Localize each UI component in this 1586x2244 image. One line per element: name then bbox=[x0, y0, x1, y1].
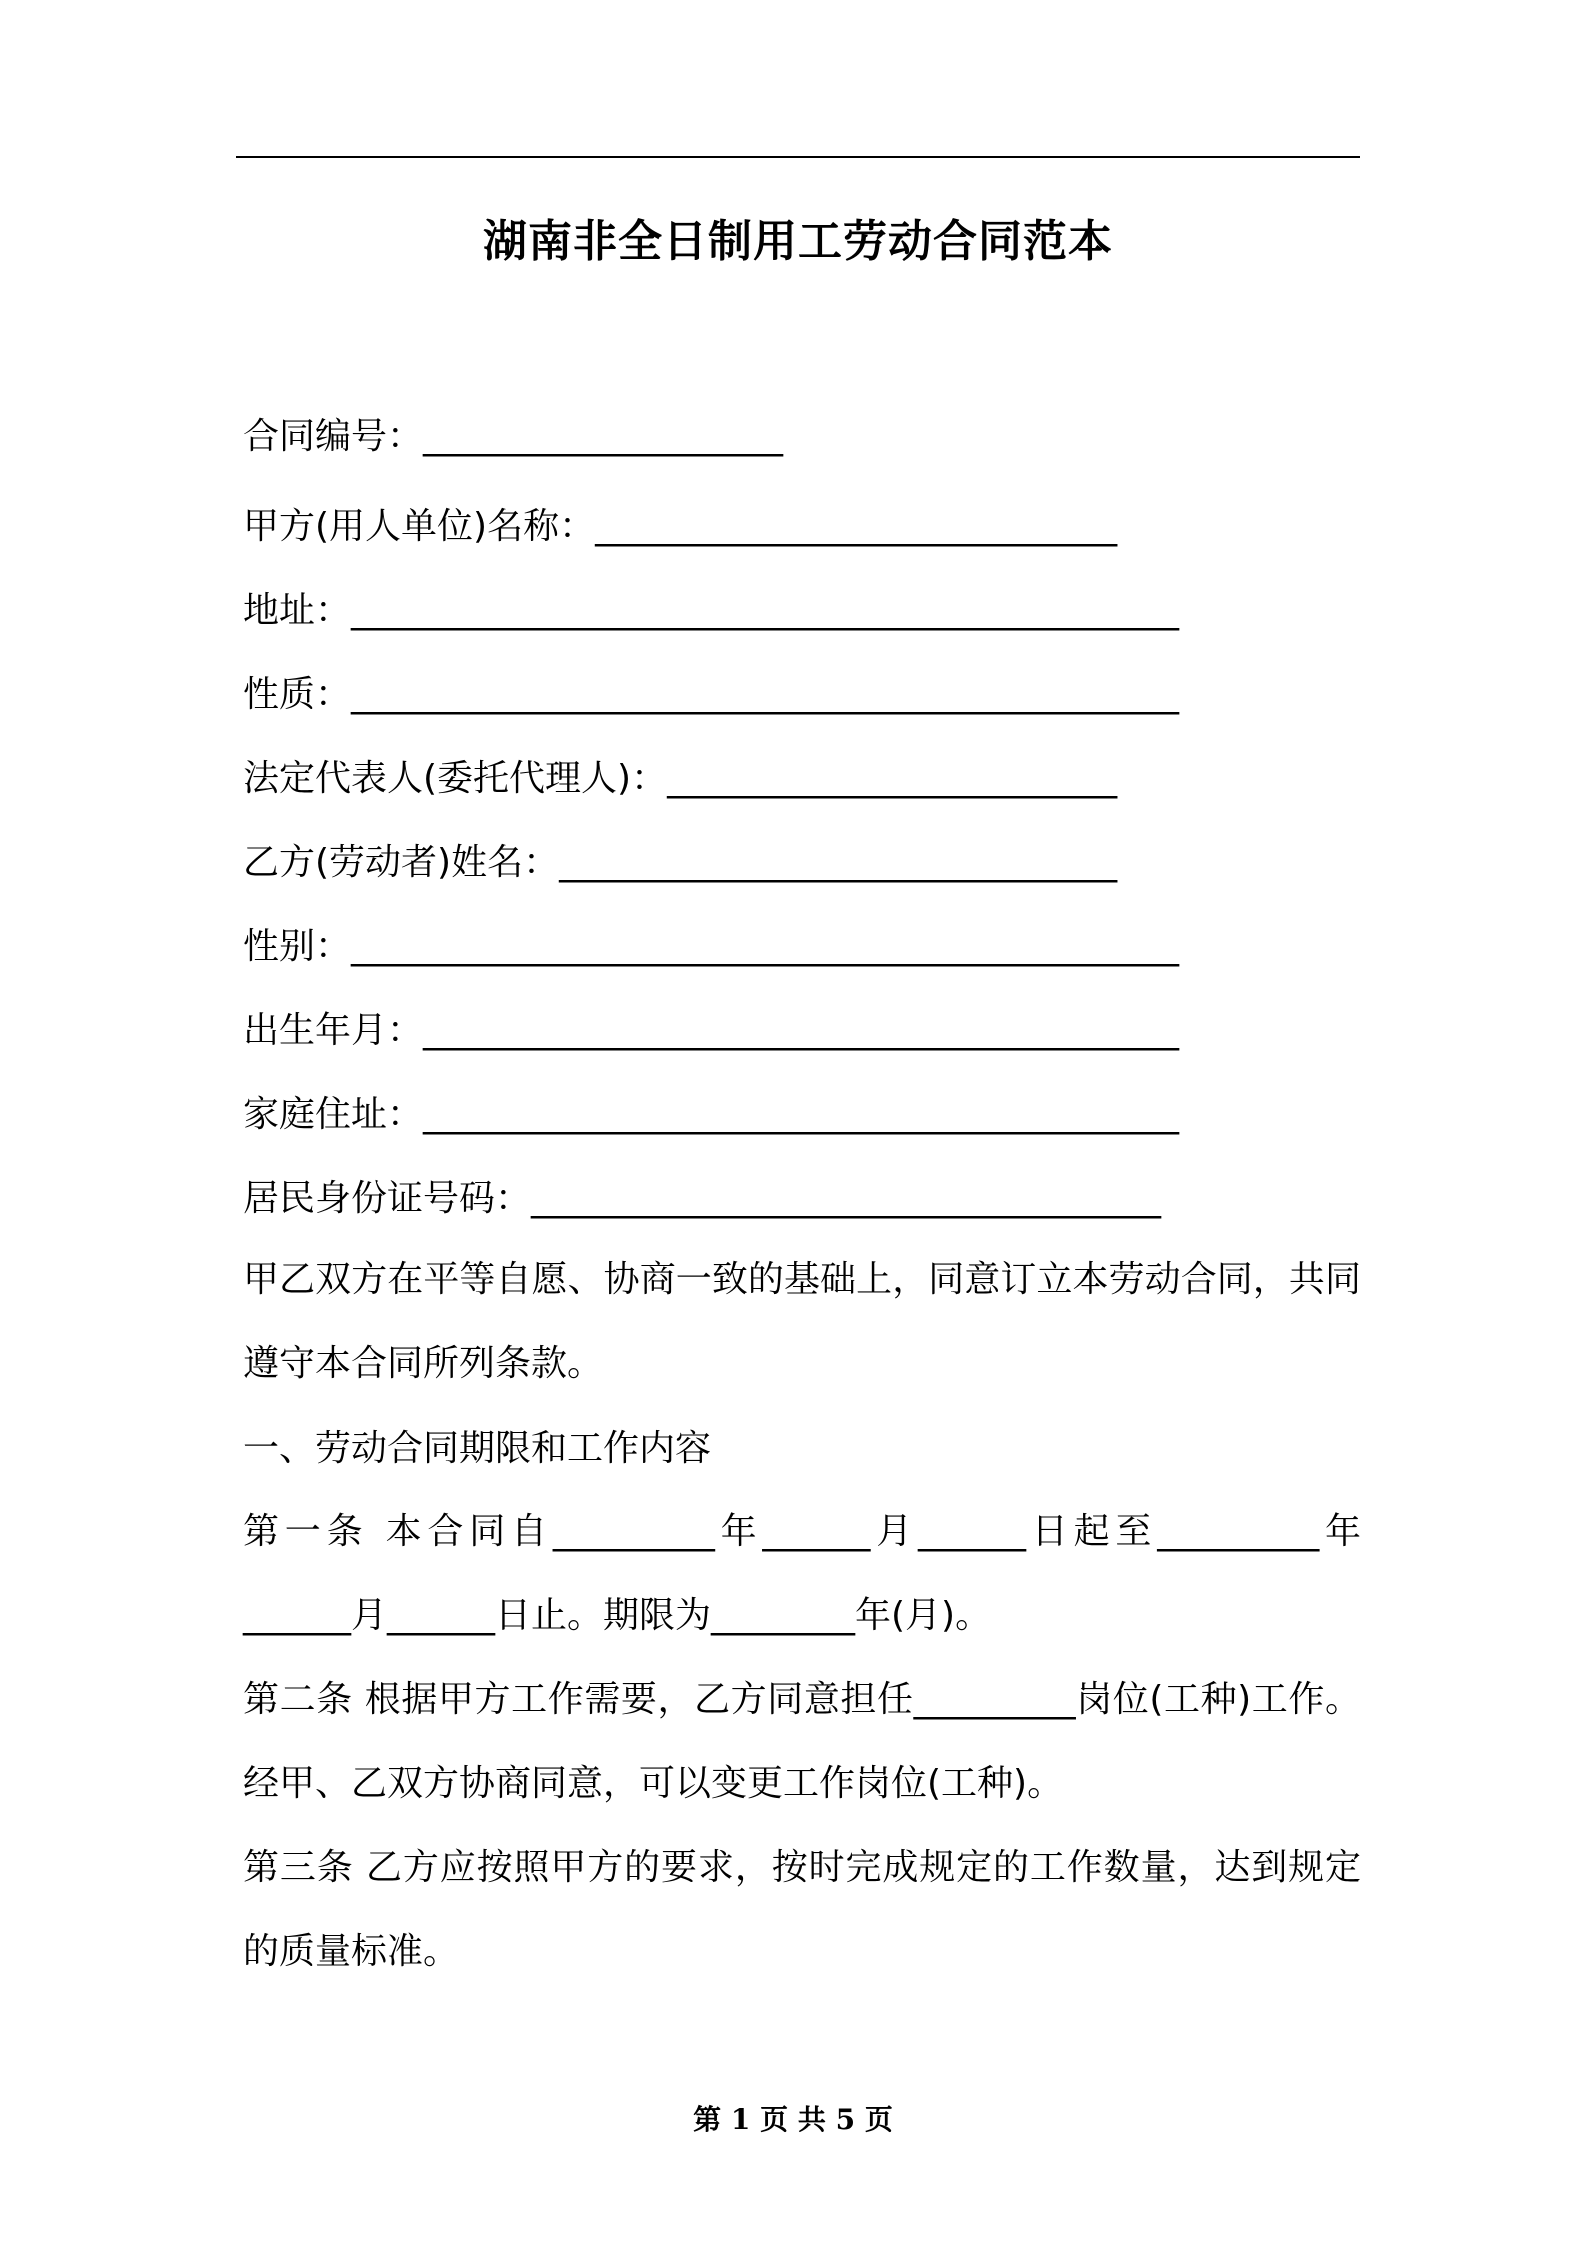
field-birth-date: 出生年月：__________________________________________ bbox=[243, 1010, 1180, 1051]
field-contract-number: 合同编号：____________________ bbox=[243, 416, 784, 457]
field-legal-representative: 法定代表人(委托代理人)：_________________________ bbox=[243, 758, 1118, 799]
field-home-address: 家庭住址：__________________________________________ bbox=[243, 1094, 1180, 1135]
header-rule bbox=[236, 156, 1360, 158]
field-nature: 性质：______________________________________________ bbox=[243, 674, 1180, 715]
field-employee-name: 乙方(劳动者)姓名：_______________________________ bbox=[243, 842, 1118, 883]
field-employer-name: 甲方(用人单位)名称：_____________________________ bbox=[243, 506, 1118, 547]
section-heading: 一、劳动合同期限和工作内容 bbox=[243, 1428, 712, 1469]
page-footer: 第 1 页 共 5 页 bbox=[693, 2103, 893, 2136]
article-1-paragraph: 第一条 本合同自_________年______月______日起至_________年______月______日止。期限为________年(月)。 bbox=[243, 1511, 1361, 1636]
field-gender: 性别：______________________________________________ bbox=[243, 926, 1180, 967]
field-address: 地址：______________________________________________ bbox=[243, 590, 1180, 631]
article-2-paragraph: 第二条 根据甲方工作需要，乙方同意担任_________岗位(工种)工作。经甲、乙双方协商同意，可以变更工作岗位(工种)。 bbox=[243, 1679, 1361, 1804]
field-id-number: 居民身份证号码：___________________________________ bbox=[243, 1178, 1162, 1219]
preamble-paragraph: 甲乙双方在平等自愿、协商一致的基础上，同意订立本劳动合同，共同遵守本合同所列条款。 bbox=[243, 1259, 1361, 1384]
article-3-paragraph: 第三条 乙方应按照甲方的要求，按时完成规定的工作数量，达到规定的质量标准。 bbox=[243, 1847, 1361, 1972]
document-title: 湖南非全日制用工劳动合同范本 bbox=[483, 216, 1113, 267]
